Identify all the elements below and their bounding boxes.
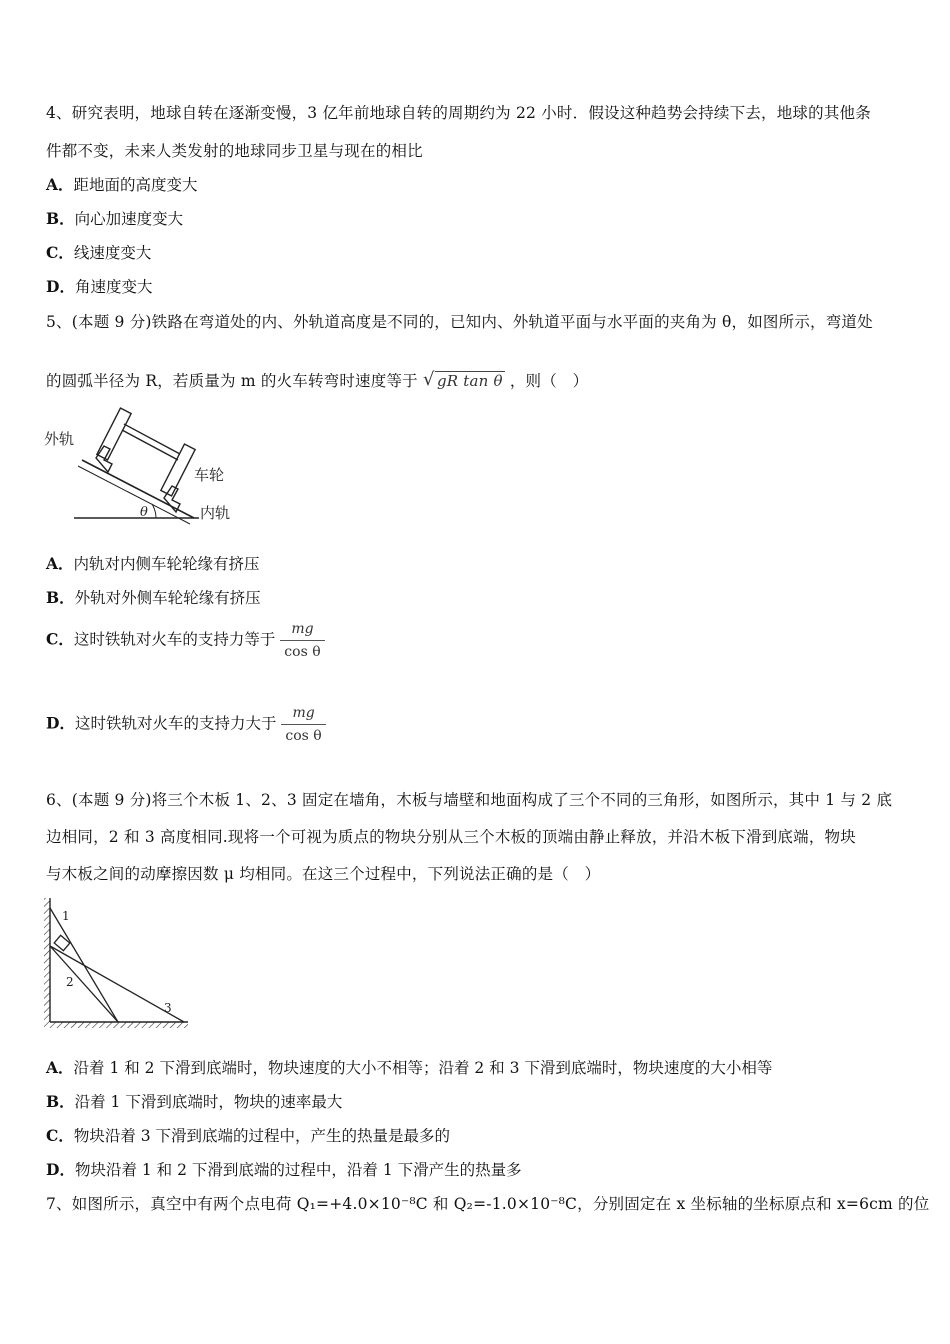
q5-stem-line2-post: ，则（ ） — [509, 372, 589, 390]
option-label: B． — [46, 1092, 75, 1111]
option-text: 内轨对内侧车轮轮缘有挤压 — [73, 555, 260, 573]
q6-option-c — [46, 1124, 450, 1146]
q5-option-d — [46, 706, 326, 743]
outer-rail-label: 外轨 — [44, 430, 75, 448]
q6-option-d — [46, 1158, 522, 1180]
board-2-label: 2 — [66, 975, 74, 989]
q5-stem-line1: 5、(本题 9 分)铁路在弯道处的内、外轨道高度是不同的，已知内、外轨道平面与水平面的夹角为 θ，如图所示，弯道处 — [46, 313, 873, 331]
option-label: B． — [46, 588, 75, 607]
option-text: 物块沿着 3 下滑到底端的过程中，产生的热量是最多的 — [73, 1127, 451, 1145]
fraction-mg-over-cos — [281, 706, 325, 743]
angle-label: θ — [140, 505, 148, 520]
inner-rail-label: 内轨 — [200, 504, 231, 522]
q4-stem-line1: 4、研究表明，地球自转在逐渐变慢，3 亿年前地球自转的周期约为 22 小时．假设这种趋势会持续下去，地球的其他条 — [46, 104, 871, 122]
fraction-numerator: mg — [280, 622, 324, 641]
fraction-denominator: cos θ — [284, 643, 321, 660]
fraction-mg-over-cos — [280, 622, 324, 659]
option-label: A． — [46, 1058, 74, 1077]
q4-stem-line2: 件都不变，未来人类发射的地球同步卫星与现在的相比 — [46, 142, 423, 160]
q6-stem-line2: 边相同，2 和 3 高度相同.现将一个可视为质点的物块分别从三个木板的顶端由静止释放，并沿木板下滑到底端，物块 — [46, 828, 856, 846]
q6-option-b — [46, 1090, 342, 1112]
option-label: B． — [46, 209, 75, 228]
option-text: 这时铁轨对火车的支持力大于 — [74, 714, 277, 733]
wheel-label: 车轮 — [194, 466, 225, 484]
board-3-label: 3 — [164, 1001, 172, 1015]
q5-stem-line2 — [46, 369, 588, 391]
q6-stem-line1: 6、(本题 9 分)将三个木板 1、2、3 固定在墙角，木板与墙壁和地面构成了三个不同的三角形，如图所示，其中 1 与 2 底 — [46, 791, 893, 809]
board-1-label: 1 — [62, 909, 70, 923]
q5-option-a — [46, 552, 260, 574]
q4-option-d — [46, 275, 152, 297]
option-label: A． — [46, 175, 74, 194]
q6-option-a — [46, 1056, 772, 1078]
option-label: D． — [46, 713, 75, 733]
q5-option-c — [46, 622, 325, 659]
q4-option-a — [46, 173, 198, 195]
sqrt-formula — [423, 369, 505, 390]
option-label: D． — [46, 1160, 75, 1179]
option-text: 向心加速度变大 — [74, 210, 184, 228]
sqrt-radicand: gR tan θ — [437, 372, 503, 390]
option-label: C． — [46, 1126, 74, 1145]
q7-stem-line1: 7、如图所示，真空中有两个点电荷 Q₁=+4.0×10⁻⁸C 和 Q₂=-1.0×10⁻⁸C，分别固定在 x 坐标轴的坐标原点和 x=6cm 的位 — [46, 1195, 930, 1213]
fraction-numerator: mg — [281, 706, 325, 725]
fraction-denominator: cos θ — [285, 727, 322, 744]
option-label: C． — [46, 243, 74, 262]
inclined-boards-figure — [42, 894, 192, 1028]
q4-option-b — [46, 207, 183, 229]
option-text: 外轨对外侧车轮轮缘有挤压 — [74, 589, 261, 607]
option-text: 沿着 1 下滑到底端时，物块的速率最大 — [74, 1093, 343, 1111]
railway-curve-figure — [44, 402, 244, 526]
option-text: 沿着 1 和 2 下滑到底端时，物块速度的大小不相等；沿着 2 和 3 下滑到底端时，物块速度的大小相等 — [73, 1059, 773, 1077]
option-label: D． — [46, 277, 75, 296]
sqrt-symbol-icon: √ — [423, 369, 435, 390]
q4-option-c — [46, 241, 151, 263]
option-text: 距地面的高度变大 — [73, 176, 198, 194]
option-text: 这时铁轨对火车的支持力等于 — [73, 630, 276, 649]
option-label: A． — [46, 554, 74, 573]
q5-stem-line2-pre: 的圆弧半径为 R，若质量为 m 的火车转弯时速度等于 — [46, 372, 418, 390]
option-text: 角速度变大 — [74, 278, 153, 296]
q6-stem-line3: 与木板之间的动摩擦因数 μ 均相同。在这三个过程中，下列说法正确的是（ ） — [46, 865, 601, 883]
q5-option-b — [46, 586, 261, 608]
option-label: C． — [46, 629, 74, 649]
option-text: 线速度变大 — [73, 244, 152, 262]
option-text: 物块沿着 1 和 2 下滑到底端的过程中，沿着 1 下滑产生的热量多 — [74, 1161, 522, 1179]
